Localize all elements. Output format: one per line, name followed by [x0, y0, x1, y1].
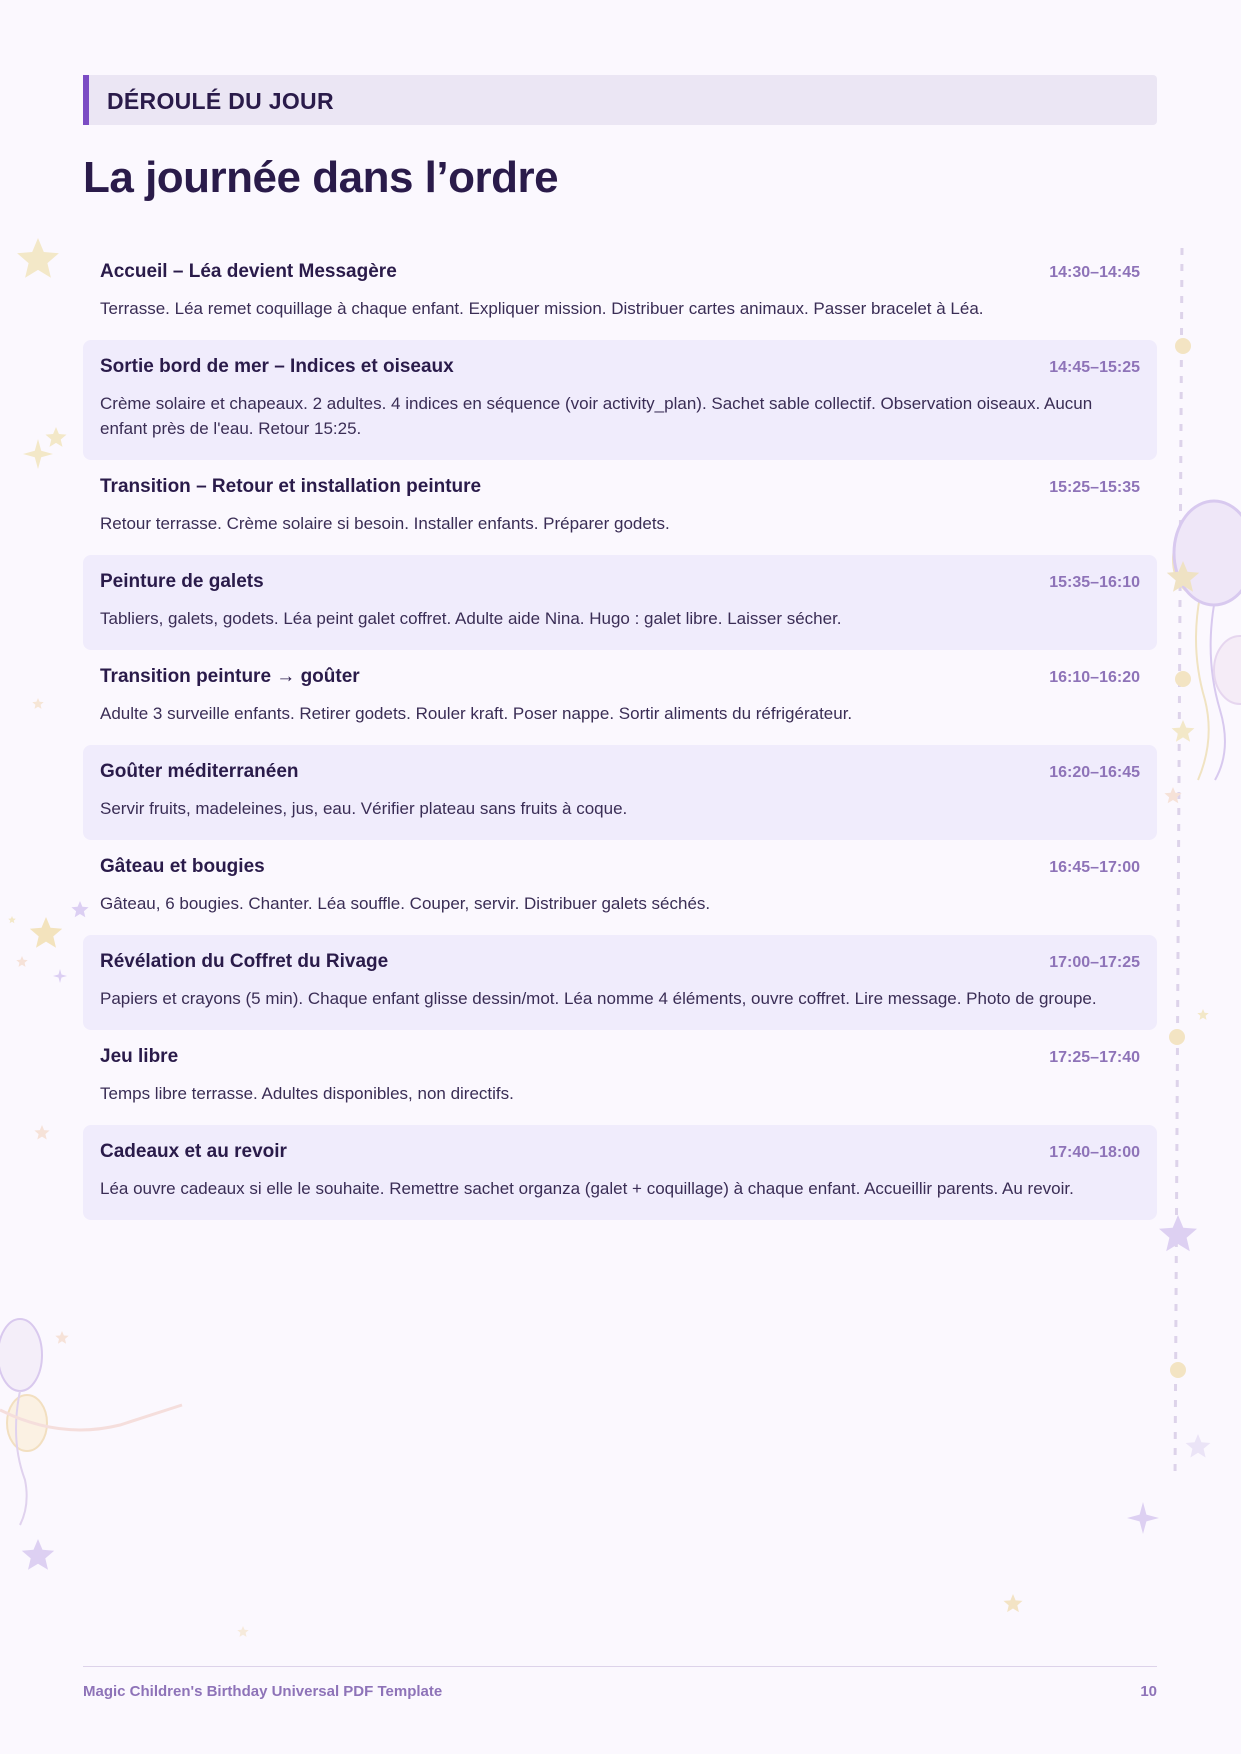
schedule-entry	[83, 1030, 1157, 1125]
entry-title: Goûter méditerranéen	[100, 761, 299, 782]
star-icon	[53, 969, 67, 983]
star-icon	[23, 439, 53, 469]
page-number: 10	[1140, 1683, 1157, 1700]
section-label	[83, 75, 1157, 125]
star-icon	[16, 956, 27, 967]
entry-title: Jeu libre	[100, 1046, 179, 1067]
entry-description: Léa ouvre cadeaux si elle le souhaite. Remettre sachet organza (galet + coquillage) à chaque enfant. Accueillir parents. Au revoir.	[100, 1179, 1074, 1198]
schedule-entry	[83, 1125, 1157, 1220]
footer-text: Magic Children's Birthday Universal PDF Template	[83, 1683, 443, 1700]
entry-description: Terrasse. Léa remet coquillage à chaque enfant. Expliquer mission. Distribuer cartes animaux. Passer bracelet à Léa.	[100, 299, 984, 318]
entry-description: Retour terrasse. Crème solaire si besoin. Installer enfants. Préparer godets.	[100, 514, 670, 533]
schedule-entry	[83, 745, 1157, 840]
entry-title: Révélation du Coffret du Rivage	[100, 951, 389, 972]
entry-title: Transition – Retour et installation peinture	[100, 476, 482, 497]
star-icon	[22, 1539, 54, 1570]
star-icon	[1167, 561, 1199, 592]
entry-title: Sortie bord de mer – Indices et oiseaux	[100, 356, 454, 377]
star-icon	[1197, 1009, 1208, 1020]
schedule-list	[83, 245, 1157, 1220]
entry-description: Servir fruits, madeleines, jus, eau. Vérifier plateau sans fruits à coque.	[100, 799, 628, 818]
entry-title: Transition peinture → goûter	[100, 666, 360, 687]
balloon-icon	[1173, 524, 1227, 780]
star-icon	[17, 238, 59, 278]
entry-time: 14:30–14:45	[1049, 264, 1140, 281]
star-icon	[32, 698, 43, 709]
bead-icon	[1170, 1362, 1186, 1378]
entry-description: Papiers et crayons (5 min). Chaque enfant glisse dessin/mot. Léa nomme 4 éléments, ouvre coffret. Lire message. Photo de groupe.	[100, 989, 1097, 1008]
bead-icon	[1175, 338, 1191, 354]
entry-time: 17:40–18:00	[1049, 1144, 1140, 1161]
entry-time: 15:25–15:35	[1049, 479, 1140, 496]
entry-title: Cadeaux et au revoir	[100, 1141, 287, 1162]
star-icon	[55, 1331, 68, 1344]
entry-time: 14:45–15:25	[1049, 359, 1140, 376]
balloon-icon	[1214, 636, 1241, 704]
entry-title: Gâteau et bougies	[100, 856, 265, 877]
entry-time: 16:10–16:20	[1049, 669, 1140, 686]
bead-icon	[1169, 1029, 1185, 1045]
schedule-entry	[83, 935, 1157, 1030]
entry-title: Peinture de galets	[100, 571, 264, 592]
entry-description: Crème solaire et chapeaux. 2 adultes. 4 indices en séquence (voir activity_plan). Sachet sable collectif. Observation oiseaux. Aucun enfant près de l'eau. Retour 15:25.	[100, 394, 1093, 438]
star-icon	[30, 917, 62, 948]
schedule-entry	[83, 245, 1157, 340]
star-icon	[1186, 1434, 1211, 1458]
star-icon	[46, 427, 67, 447]
entry-time: 16:45–17:00	[1049, 859, 1140, 876]
schedule-entry	[83, 460, 1157, 555]
star-icon	[1127, 1502, 1159, 1534]
schedule-entry	[83, 840, 1157, 935]
entry-description: Adulte 3 surveille enfants. Retirer godets. Rouler kraft. Poser nappe. Sortir aliments du réfrigérateur.	[100, 704, 853, 723]
star-icon	[237, 1626, 248, 1637]
entry-time: 17:00–17:25	[1049, 954, 1140, 971]
schedule-entry	[83, 555, 1157, 650]
star-icon	[8, 916, 16, 923]
entry-description: Temps libre terrasse. Adultes disponibles, non directifs.	[100, 1084, 514, 1103]
schedule-entry	[83, 340, 1157, 460]
star-icon	[1172, 720, 1195, 742]
footer-divider	[83, 1666, 1157, 1667]
star-icon	[1164, 787, 1181, 803]
entry-time: 17:25–17:40	[1049, 1049, 1140, 1066]
entry-time: 16:20–16:45	[1049, 764, 1140, 781]
schedule-entry	[83, 650, 1157, 745]
star-icon	[1004, 1594, 1023, 1612]
balloon-icon	[0, 1319, 182, 1525]
section-label-text: DÉROULÉ DU JOUR	[107, 88, 334, 114]
page-title: La journée dans l’ordre	[83, 153, 559, 202]
dashed-string	[1175, 248, 1182, 1480]
star-icon	[1159, 1215, 1197, 1251]
balloon-icon	[1174, 501, 1241, 780]
entry-title: Accueil – Léa devient Messagère	[100, 261, 397, 282]
entry-description: Tabliers, galets, godets. Léa peint galet coffret. Adulte aide Nina. Hugo : galet libre. Laisser sécher.	[100, 609, 842, 628]
bead-icon	[1175, 671, 1191, 687]
star-icon	[34, 1125, 49, 1140]
entry-description: Gâteau, 6 bougies. Chanter. Léa souffle. Couper, servir. Distribuer galets séchés.	[100, 894, 711, 913]
entry-time: 15:35–16:10	[1049, 574, 1140, 591]
